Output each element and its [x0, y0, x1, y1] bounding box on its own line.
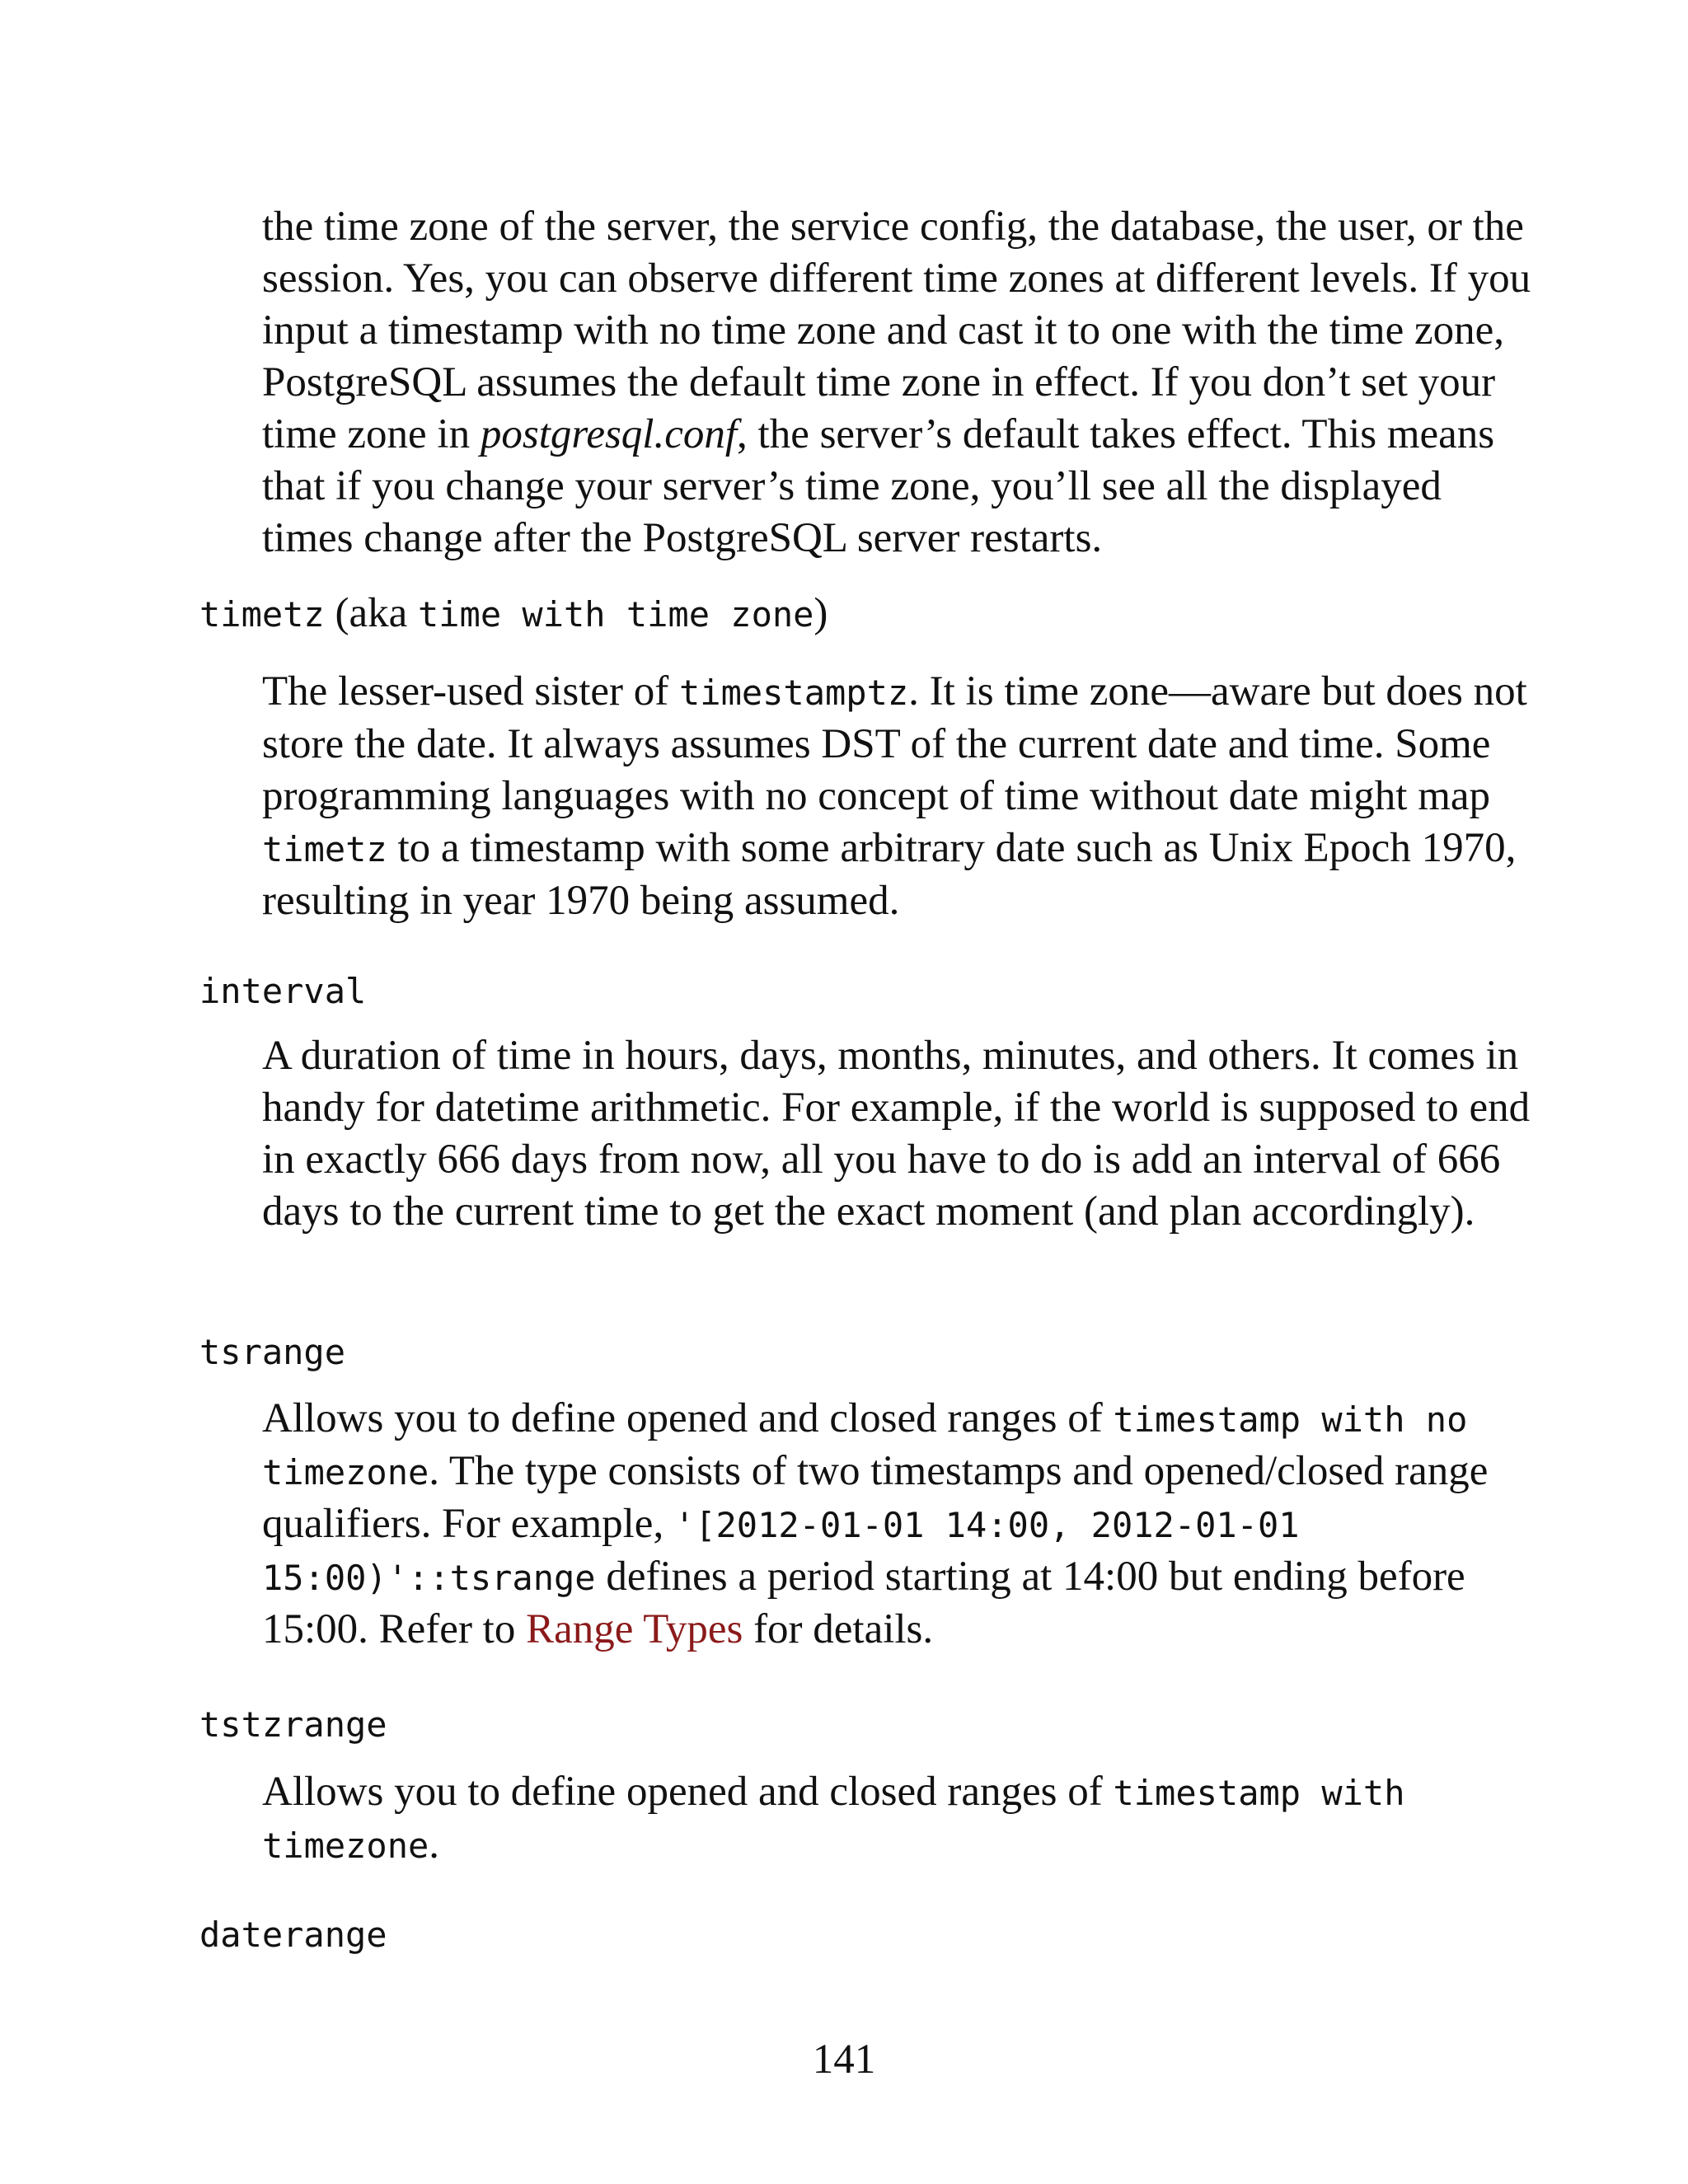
tsrange-code-1: timestamp with no timezone: [262, 1399, 1468, 1493]
term-daterange-name: daterange: [199, 1915, 387, 1955]
interval-text-1: A duration of time in hours, days, months, minutes, and others. It comes in handy for datetime arithmetic. For example, if the world is supposed to end in exactly 666 days from now, all you have to do is add an interval of 666 days to the current time to get the exact moment (and plan accordingly).: [262, 1033, 1531, 1235]
tstzrange-definition: [262, 1766, 1531, 1872]
term-timetz-aka-close: ): [814, 590, 828, 636]
timetz-text-2: . It is time zone—aware but does not store the date. It always assumes DST of the current date and time. Some programming languages with no concept of time without date might map: [262, 668, 1527, 819]
term-interval-name: interval: [199, 971, 367, 1011]
config-file-name: postgresql.conf: [480, 411, 738, 457]
term-daterange: [199, 1912, 387, 1958]
tsrange-text-3: defines a period starting at 14:00 but ending before 15:00. Refer to: [262, 1554, 1465, 1652]
page-number: 141: [812, 2036, 876, 2083]
term-interval: [199, 968, 366, 1015]
timetz-code-2: timetz: [262, 829, 387, 869]
timetz-code-1: timestamptz: [679, 673, 909, 713]
term-timetz-name: timetz: [199, 594, 325, 635]
intro-paragraph: [262, 201, 1531, 565]
timetz-text-1: The lesser-used sister of: [262, 668, 679, 715]
term-timetz-aka-open: (aka: [324, 590, 418, 636]
tsrange-text-4: for details.: [743, 1606, 934, 1652]
term-tstzrange: [199, 1702, 387, 1748]
term-tsrange-name: tsrange: [199, 1332, 346, 1372]
tstzrange-code-1: timestamp with timezone: [262, 1773, 1405, 1866]
tsrange-text-1: Allows you to define opened and closed ranges of: [262, 1395, 1114, 1441]
tstzrange-text-2: .: [429, 1821, 440, 1868]
tstzrange-text-1: Allows you to define opened and closed ranges of: [262, 1769, 1114, 1815]
term-tstzrange-name: tstzrange: [199, 1704, 387, 1745]
term-timetz: [199, 590, 828, 638]
intro-text-1: the time zone of the server, the service config, the database, the user, or the session. Yes, you can observe different time zones at different levels. If you input a timestamp with no time zone and cast it to one with the time zone, PostgreSQL assumes the default time zone in effect. If you don’t set your time zone in: [262, 204, 1531, 457]
tsrange-text-2: . The type consists of two timestamps and opened/closed range qualifiers. For example,: [262, 1448, 1489, 1547]
interval-definition: [262, 1030, 1531, 1238]
timetz-definition: [262, 666, 1531, 927]
tsrange-definition: [262, 1393, 1531, 1656]
timetz-text-3: to a timestamp with some arbitrary date such as Unix Epoch 1970, resulting in year 1970 being assumed.: [262, 825, 1517, 924]
tsrange-code-2: '[2012-01-01 14:00, 2012-01-01 15:00)'::tsrange: [262, 1505, 1300, 1598]
range-types-link[interactable]: Range Types: [526, 1606, 743, 1652]
intro-text-2: , the server’s default takes effect. This means that if you change your server’s time zone, you’ll see all the displayed times change after the PostgreSQL server restarts.: [262, 411, 1495, 561]
term-tsrange: [199, 1329, 345, 1376]
term-timetz-aka-code: time with time zone: [417, 594, 814, 635]
